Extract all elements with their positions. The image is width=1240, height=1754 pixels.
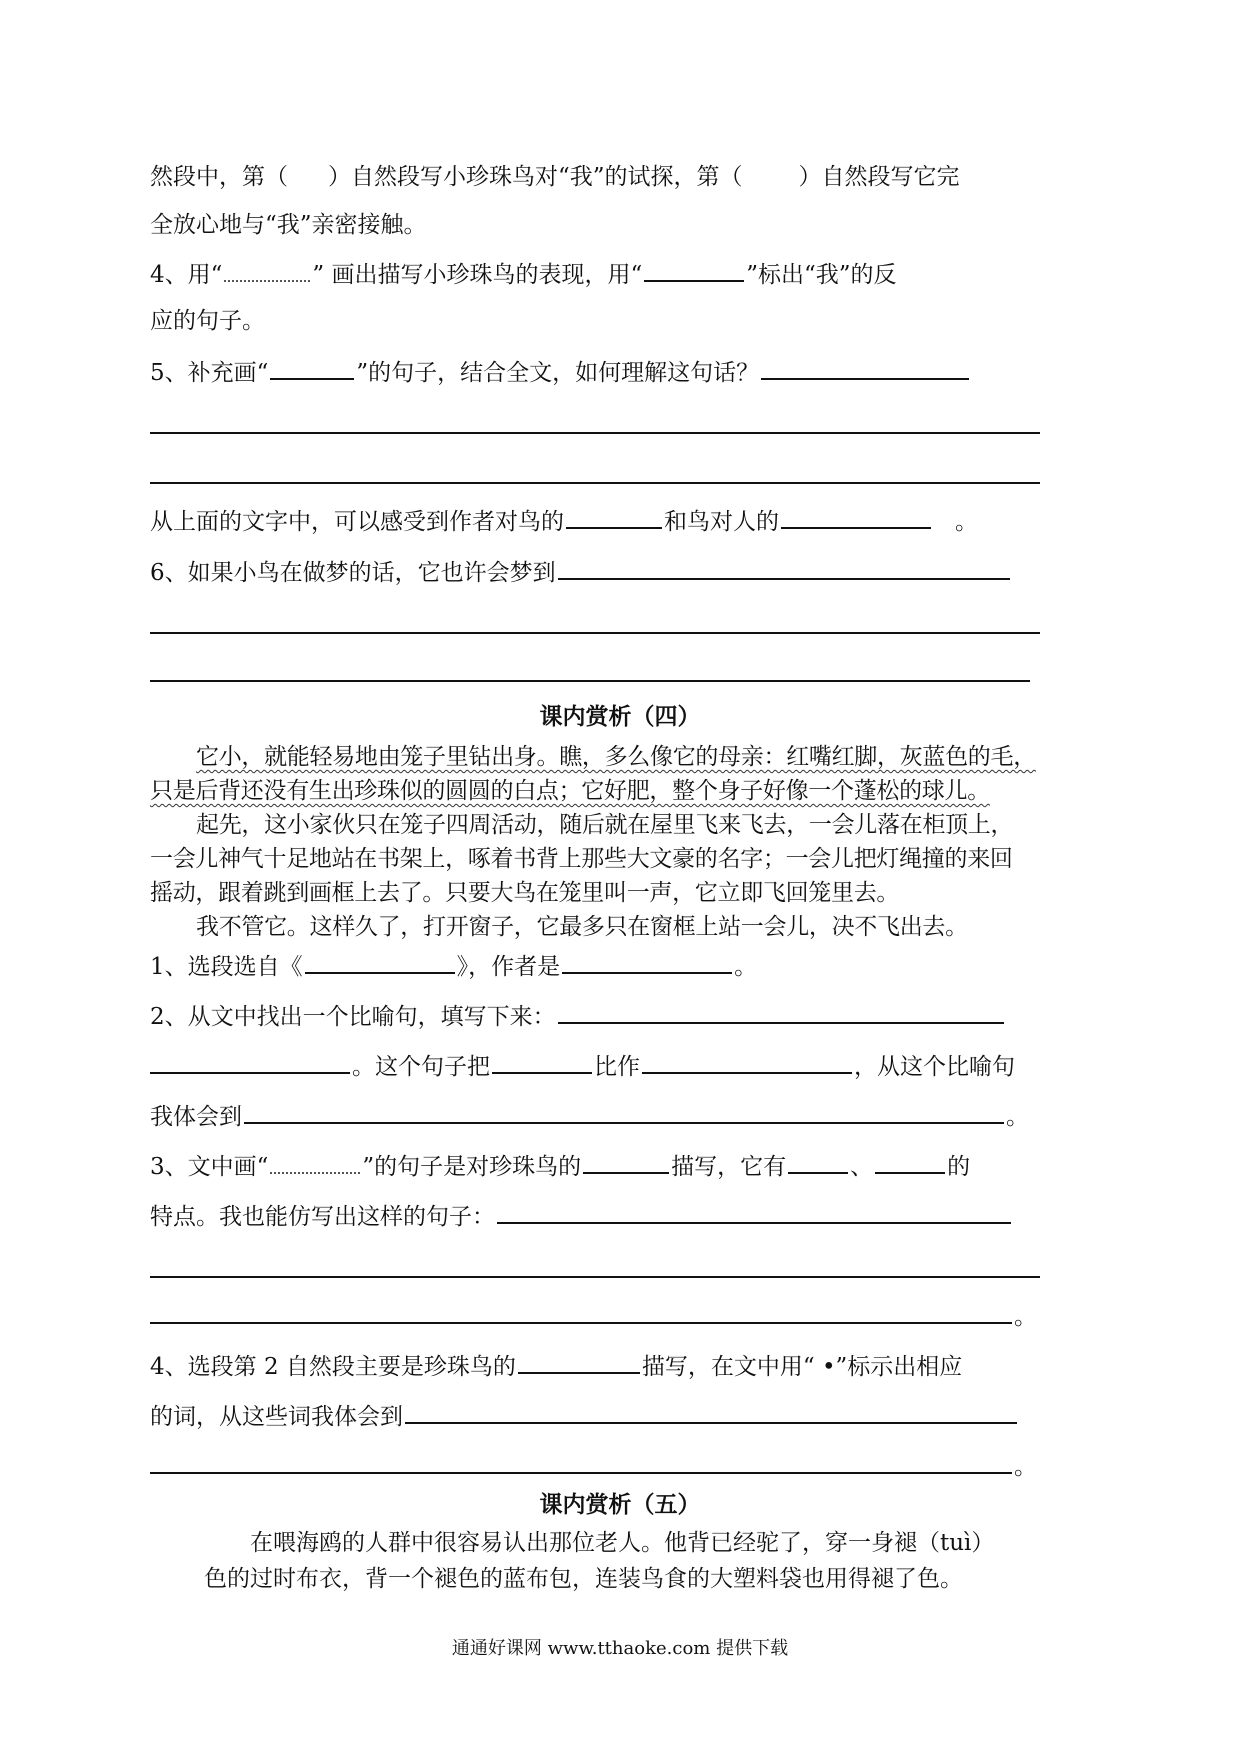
question-6: 6、如果小鸟在做梦的话，它也许会梦到 [150, 556, 1040, 588]
answer-blank[interactable] [150, 1050, 350, 1074]
section-heading: 课内赏析（四） [539, 703, 701, 730]
answer-blank[interactable] [558, 556, 1010, 580]
text-line: 的词，从这些词我体会到 [150, 1400, 1040, 1432]
text-line: 特点。我也能仿写出这样的句子： [150, 1200, 1040, 1232]
passage-line: 起先，这小家伙只在笼子四周活动，随后就在屋里飞来飞去，一会儿落在柜顶上， [196, 812, 1014, 838]
passage-line: 在喂海鸥的人群中很容易认出那位老人。他背已经驼了，穿一身褪（tuì） [250, 1530, 995, 1556]
answer-blank[interactable] [642, 1050, 852, 1074]
answer-blank[interactable] [558, 1000, 1004, 1024]
answer-blank[interactable] [405, 1400, 1017, 1424]
answer-blank[interactable] [583, 1150, 669, 1174]
passage-line: 摇动，跟着跳到画框上去了。只要大鸟在笼里叫一声，它立即飞回笼里去。 [150, 880, 900, 906]
text-line: 全放心地与“我”亲密接触。 [150, 212, 427, 238]
section-heading: 课内赏析（五） [539, 1491, 701, 1518]
answer-blank[interactable] [497, 1200, 1011, 1224]
answer-blank[interactable] [518, 1350, 640, 1374]
answer-blank[interactable] [875, 1150, 945, 1174]
answer-blank[interactable] [224, 258, 310, 282]
text-line: 从上面的文字中，可以感受到作者对鸟的 和鸟对人的 。 [150, 505, 1040, 537]
text-line: 。 [150, 1300, 1040, 1332]
answer-blank[interactable] [562, 950, 732, 974]
text-line: 应的句子。 [150, 308, 265, 334]
text-line: 我体会到 。 [150, 1100, 1040, 1132]
answer-blank[interactable] [150, 1450, 1012, 1474]
answer-blank[interactable] [270, 1150, 360, 1174]
answer-blank[interactable] [644, 258, 744, 282]
passage-line: 我不管它。这样久了，打开窗子，它最多只在窗框上站一会儿，决不飞出去。 [196, 914, 968, 940]
answer-blank[interactable] [566, 505, 662, 529]
answer-line[interactable] [150, 432, 1040, 434]
question-2: 2、从文中找出一个比喻句，填写下来： [150, 1000, 1040, 1032]
answer-line[interactable] [150, 632, 1040, 634]
answer-blank[interactable] [781, 505, 931, 529]
question-4b: 4、选段第 2 自然段主要是珍珠鸟的 描写，在文中用“ •”标示出相应 [150, 1350, 1040, 1382]
text-line: 。这个句子把 比作 ，从这个比喻句 [150, 1050, 1040, 1082]
answer-blank[interactable] [761, 356, 969, 380]
answer-blank[interactable] [305, 950, 455, 974]
question-4: 4、用“ ” 画出描写小珍珠鸟的表现，用“ ”标出“我”的反 [150, 258, 1040, 290]
text-line: 。 [150, 1450, 1040, 1482]
passage-line: 只是后背还没有生出珍珠似的圆圆的白点；它好肥，整个身子好像一个蓬松的球儿。 [150, 778, 990, 804]
answer-line[interactable] [150, 680, 1030, 682]
answer-blank[interactable] [244, 1100, 1004, 1124]
passage-line: 色的过时布衣，背一个褪色的蓝布包，连装鸟食的大塑料袋也用得褪了色。 [204, 1566, 963, 1592]
answer-blank[interactable] [788, 1150, 848, 1174]
question-5: 5、补充画“ ”的句子，结合全文，如何理解这句话？ [150, 356, 1040, 388]
answer-line[interactable] [150, 482, 1040, 484]
question-3: 3、文中画“ ”的句子是对珍珠鸟的 描写，它有 、 的 [150, 1150, 1040, 1182]
page-footer: 通通好课网 www.tthaoke.com 提供下载 [451, 1638, 789, 1659]
question-1: 1、选段选自《 》，作者是 。 [150, 950, 1040, 982]
answer-blank[interactable] [150, 1300, 1012, 1324]
text-line: 然段中，第（ ）自然段写小珍珠鸟对“我”的试探，第（ ）自然段写它完 [150, 164, 960, 190]
answer-blank[interactable] [492, 1050, 592, 1074]
answer-blank[interactable] [270, 356, 354, 380]
passage-line: 一会儿神气十足地站在书架上，啄着书背上那些大文豪的名字；一会儿把灯绳撞的来回 [150, 846, 1013, 872]
answer-line[interactable] [150, 1276, 1040, 1278]
passage-line: 它小，就能轻易地由笼子里钻出身。瞧，多么像它的母亲：红嘴红脚，灰蓝色的毛， [196, 744, 1036, 770]
